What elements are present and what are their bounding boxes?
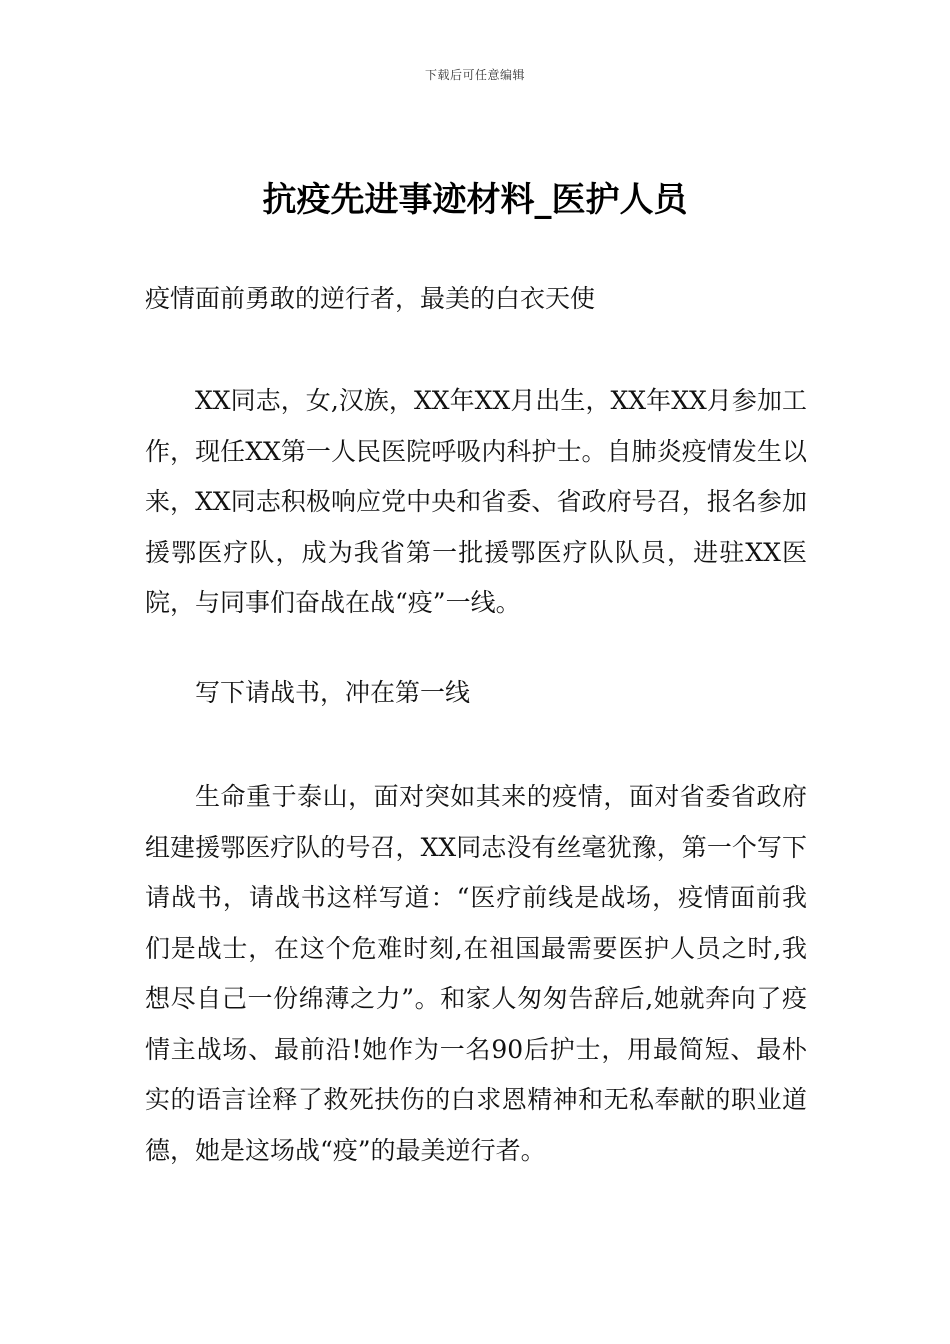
header-note: 下载后可任意编辑: [424, 68, 525, 82]
body-paragraph-1: XX同志，女,汉族，XX年XX月出生，XX年XX月参加工作，现任XX第一人民医院呼吸内科护士。自肺炎疫情发生以来，XX同志积极响应党中央和省委、省政府号召，报名参加援鄂医疗队，成为我省第一批援鄂医疗队队员，进驻XX医院，与同事们奋战在战“疫”一线。: [145, 386, 807, 617]
document-subtitle: 疫情面前勇敢的逆行者，最美的白衣天使: [145, 284, 596, 313]
document-title: 抗疫先进事迹材料_医护人员: [262, 180, 688, 220]
body-paragraph-2: 生命重于泰山，面对突如其来的疫情，面对省委省政府组建援鄂医疗队的号召，XX同志没有丝毫犹豫，第一个写下请战书，请战书这样写道：“医疗前线是战场，疫情面前我们是战士，在这个危难时刻,在祖国最需要医护人员之时,我想尽自己一份绵薄之力”。和家人匆匆告辞后,她就奔向了疫情主战场、最前沿!她作为一名90后护士，用最简短、最朴实的语言诠释了救死扶伤的白求恩精神和无私奉献的职业道德，她是这场战“疫”的最美逆行者。: [145, 782, 807, 1165]
section-heading: 写下请战书，冲在第一线: [195, 678, 471, 707]
